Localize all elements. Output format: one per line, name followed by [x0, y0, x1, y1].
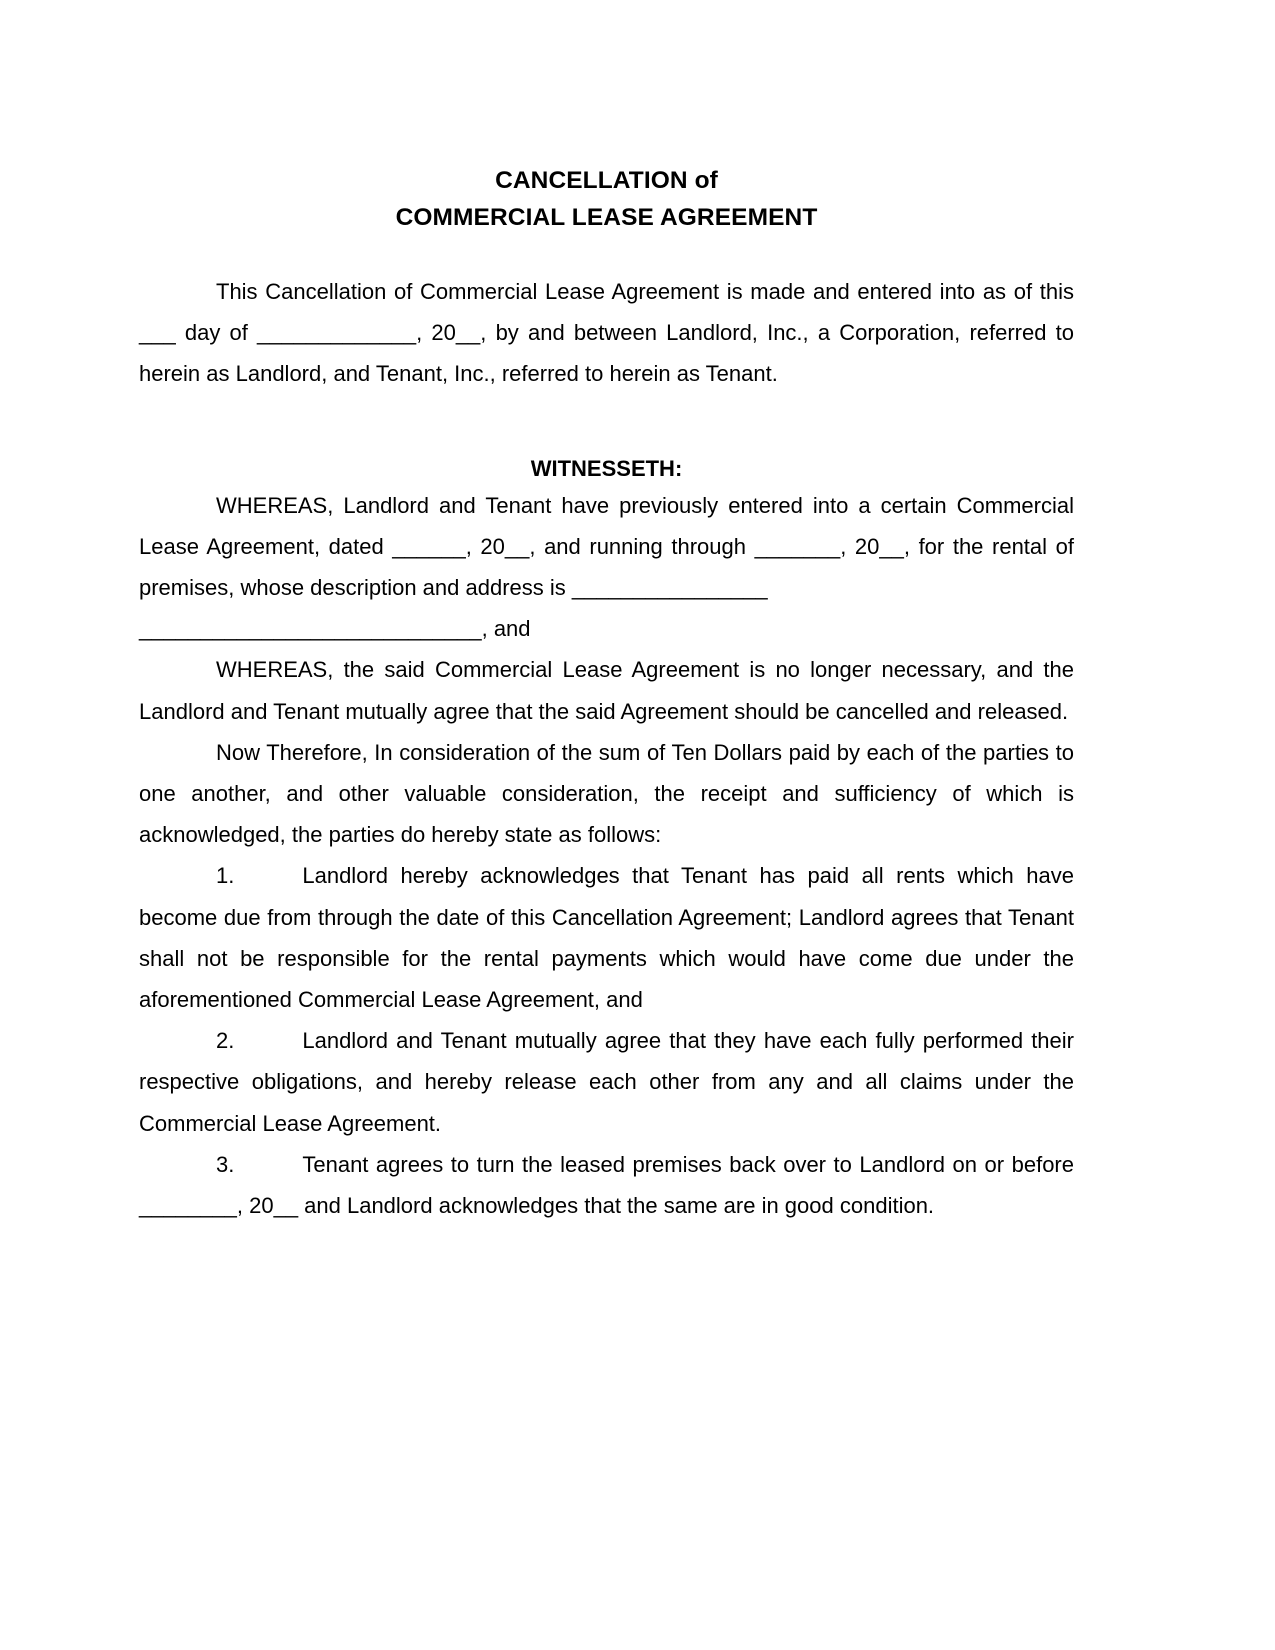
section-heading-witnesseth: WITNESSETH:	[530, 455, 683, 481]
numbered-item-3-text: Tenant agrees to turn the leased premises back over to Landlord on or before ________, 20__ and Landlord acknowledges that the same are in good condition.	[139, 1151, 1074, 1219]
numbered-item-2-text: Landlord and Tenant mutually agree that they have each fully performed their respective obligations, and hereby release each other from any and all claims under the Commercial Lease Agreement.	[139, 1028, 1074, 1136]
paragraph-now-therefore-text: Now Therefore, In consideration of the sum of Ten Dollars paid by each of the parties to one another, and other valuable consideration, the receipt and sufficiency of which is acknowledged, the parties do hereby state as follows:	[139, 739, 1074, 848]
paragraph-whereas-2-text: WHEREAS, the said Commercial Lease Agreement is no longer necessary, and the Landlord and Tenant mutually agree that the said Agreement should be cancelled and released.	[139, 657, 1074, 724]
paragraph-intro-text: This Cancellation of Commercial Lease Agreement is made and entered into as of this ___ day of _____________, 20__, by and between Landlord, Inc., a Corporation, referred to herein as Landlord, and Tenant, Inc., referred to herein as Tenant.	[139, 279, 1074, 387]
paragraph-whereas-1	[139, 485, 1074, 609]
document-body	[139, 0, 1074, 1226]
paragraph-whereas-1-text: WHEREAS, Landlord and Tenant have previously entered into a certain Commercial Lease Agreement, dated ______, 20__, and running through _______, 20__, for the rental of premises, whose description and address is ________________	[139, 492, 1074, 601]
paragraph-whereas-1-continued-text: ____________________________, and	[139, 616, 531, 642]
numbered-item-3	[139, 1144, 1074, 1226]
page-title-line-1: CANCELLATION of	[495, 167, 718, 194]
document-title-block	[139, 0, 1074, 236]
paragraph-intro	[139, 271, 1074, 395]
numbered-item-1	[139, 855, 1074, 1020]
numbered-item-2	[139, 1020, 1074, 1144]
page-title-line-2: COMMERCIAL LEASE AGREEMENT	[395, 204, 818, 231]
spacer-after-title	[139, 236, 1074, 271]
numbered-item-3-number: 3.	[216, 1151, 235, 1177]
paragraph-now-therefore	[139, 732, 1074, 856]
numbered-item-1-number: 1.	[216, 863, 235, 889]
paragraph-whereas-2	[139, 649, 1074, 731]
numbered-item-1-text: Landlord hereby acknowledges that Tenant has paid all rents which have become due from through the date of this Cancellation Agreement; Landlord agrees that Tenant shall not be responsible for the rental payments which would have come due under the aforementioned Commercial Lease Agreement, and	[139, 863, 1074, 1013]
numbered-item-2-number: 2.	[216, 1028, 235, 1054]
paragraph-whereas-1-continued	[139, 608, 1074, 649]
